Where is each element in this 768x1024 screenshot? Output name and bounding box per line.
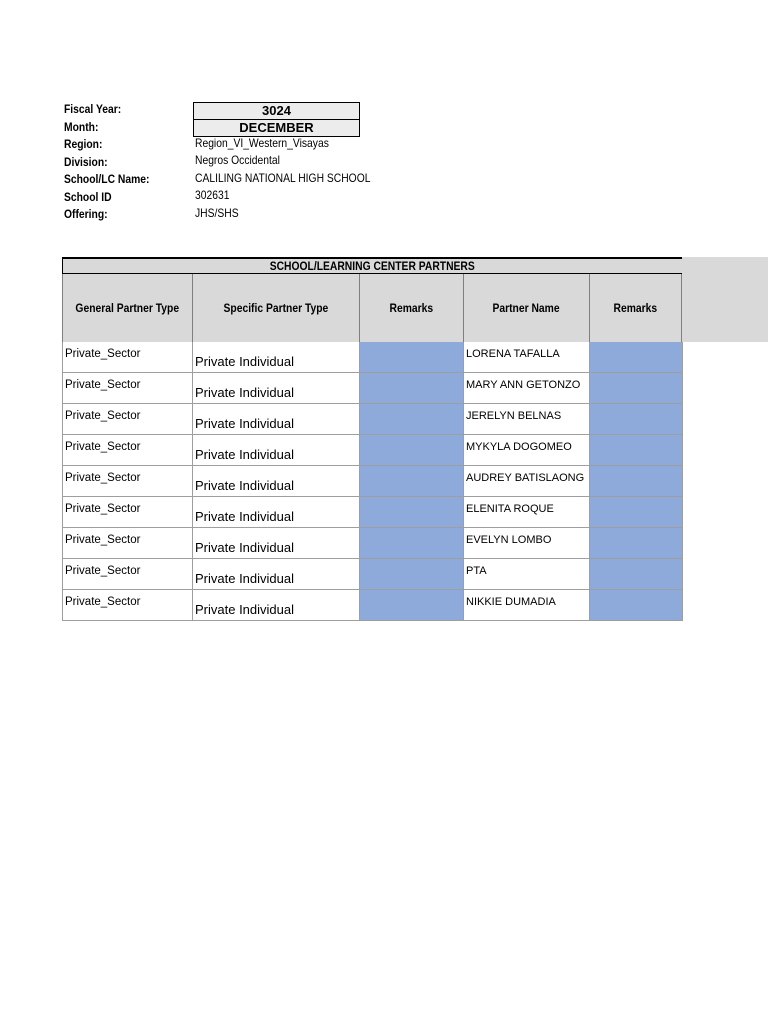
fiscal-year-text: 3024 — [262, 103, 291, 118]
remarks-cell-2[interactable] — [590, 528, 683, 559]
header-fill-extension — [682, 257, 768, 342]
remarks-cell-2[interactable] — [590, 590, 683, 621]
table-row — [62, 497, 683, 528]
column-header-text: Partner Name — [492, 301, 561, 315]
specific-partner-type-cell[interactable] — [193, 373, 360, 404]
specific-partner-type-cell[interactable] — [193, 404, 360, 435]
specific-partner-type-cell[interactable] — [193, 497, 360, 528]
general-partner-type-cell[interactable] — [62, 559, 193, 590]
partner-name-cell[interactable] — [464, 559, 590, 590]
remarks-cell[interactable] — [360, 466, 464, 497]
column-header-text: Specific Partner Type — [223, 301, 329, 315]
general-partner-type-cell-text: Private_Sector — [65, 596, 141, 608]
table-row — [62, 342, 683, 373]
specific-partner-type-cell[interactable] — [193, 559, 360, 590]
partner-name-cell[interactable] — [464, 590, 590, 621]
specific-partner-type-cell[interactable] — [193, 342, 360, 373]
partner-name-cell-text: MYKYLA DOGOMEO — [466, 441, 572, 453]
column-header-general-partner-type — [62, 274, 193, 342]
table-title-text: SCHOOL/LEARNING CENTER PARTNERS — [269, 259, 476, 273]
table-row — [62, 528, 683, 559]
fiscal-year-value — [193, 102, 360, 120]
specific-partner-type-cell-text: Private Individual — [195, 447, 294, 462]
offering-value: JHS/SHS — [195, 206, 239, 220]
column-header-text: General Partner Type — [75, 301, 180, 315]
partner-name-cell-text: MARY ANN GETONZO — [466, 379, 581, 391]
school-name-label: School/LC Name: — [64, 172, 150, 186]
partner-name-cell[interactable] — [464, 342, 590, 373]
column-header-remarks-2 — [590, 274, 682, 342]
specific-partner-type-cell-text: Private Individual — [195, 416, 294, 431]
specific-partner-type-cell[interactable] — [193, 435, 360, 466]
month-text: DECEMBER — [239, 120, 314, 135]
specific-partner-type-cell-text: Private Individual — [195, 478, 294, 493]
month-value — [193, 119, 360, 137]
table-title — [62, 257, 682, 274]
column-header-partner-name — [464, 274, 590, 342]
table-row — [62, 466, 683, 497]
partner-name-cell[interactable] — [464, 466, 590, 497]
remarks-cell[interactable] — [360, 373, 464, 404]
partner-name-cell-text: JERELYN BELNAS — [466, 410, 562, 422]
division-label: Division: — [64, 155, 108, 169]
remarks-cell-2[interactable] — [590, 404, 683, 435]
general-partner-type-cell[interactable] — [62, 497, 193, 528]
general-partner-type-cell[interactable] — [62, 590, 193, 621]
general-partner-type-cell[interactable] — [62, 342, 193, 373]
remarks-cell-2[interactable] — [590, 559, 683, 590]
partner-name-cell-text: AUDREY BATISLAONG — [466, 472, 585, 484]
month-label: Month: — [64, 120, 99, 134]
column-header-specific-partner-type — [193, 274, 360, 342]
table-row — [62, 435, 683, 466]
table-row — [62, 590, 683, 621]
partner-name-cell[interactable] — [464, 435, 590, 466]
region-value: Region_VI_Western_Visayas — [195, 136, 329, 150]
column-header-text: Remarks — [389, 301, 434, 315]
general-partner-type-cell-text: Private_Sector — [65, 503, 141, 515]
partner-name-cell[interactable] — [464, 373, 590, 404]
partner-name-cell-text: NIKKIE DUMADIA — [466, 596, 556, 608]
partner-name-cell-text: ELENITA ROQUE — [466, 503, 554, 515]
partner-name-cell[interactable] — [464, 404, 590, 435]
general-partner-type-cell-text: Private_Sector — [65, 379, 141, 391]
specific-partner-type-cell[interactable] — [193, 590, 360, 621]
remarks-cell[interactable] — [360, 590, 464, 621]
specific-partner-type-cell-text: Private Individual — [195, 571, 294, 586]
school-name-value: CALILING NATIONAL HIGH SCHOOL — [195, 171, 371, 185]
general-partner-type-cell-text: Private_Sector — [65, 565, 141, 577]
specific-partner-type-cell[interactable] — [193, 466, 360, 497]
specific-partner-type-cell[interactable] — [193, 528, 360, 559]
remarks-cell[interactable] — [360, 528, 464, 559]
general-partner-type-cell-text: Private_Sector — [65, 410, 141, 422]
general-partner-type-cell-text: Private_Sector — [65, 441, 141, 453]
general-partner-type-cell[interactable] — [62, 466, 193, 497]
general-partner-type-cell[interactable] — [62, 373, 193, 404]
remarks-cell-2[interactable] — [590, 466, 683, 497]
specific-partner-type-cell-text: Private Individual — [195, 602, 294, 617]
column-header-remarks — [360, 274, 464, 342]
general-partner-type-cell[interactable] — [62, 528, 193, 559]
remarks-cell[interactable] — [360, 342, 464, 373]
general-partner-type-cell[interactable] — [62, 404, 193, 435]
partner-name-cell-text: PTA — [466, 565, 487, 577]
partner-name-cell-text: EVELYN LOMBO — [466, 534, 552, 546]
school-id-label: School ID — [64, 190, 112, 204]
remarks-cell[interactable] — [360, 435, 464, 466]
division-value: Negros Occidental — [195, 153, 280, 167]
specific-partner-type-cell-text: Private Individual — [195, 385, 294, 400]
remarks-cell-2[interactable] — [590, 373, 683, 404]
school-id-value: 302631 — [195, 188, 230, 202]
general-partner-type-cell[interactable] — [62, 435, 193, 466]
general-partner-type-cell-text: Private_Sector — [65, 348, 141, 360]
partner-name-cell[interactable] — [464, 497, 590, 528]
table-row — [62, 404, 683, 435]
table-row — [62, 373, 683, 404]
remarks-cell-2[interactable] — [590, 435, 683, 466]
remarks-cell[interactable] — [360, 404, 464, 435]
remarks-cell-2[interactable] — [590, 342, 683, 373]
general-partner-type-cell-text: Private_Sector — [65, 472, 141, 484]
general-partner-type-cell-text: Private_Sector — [65, 534, 141, 546]
table-row — [62, 559, 683, 590]
remarks-cell[interactable] — [360, 497, 464, 528]
column-header-text: Remarks — [613, 301, 658, 315]
remarks-cell-2[interactable] — [590, 497, 683, 528]
specific-partner-type-cell-text: Private Individual — [195, 354, 294, 369]
remarks-cell[interactable] — [360, 559, 464, 590]
specific-partner-type-cell-text: Private Individual — [195, 509, 294, 524]
partner-name-cell-text: LORENA TAFALLA — [466, 348, 560, 360]
specific-partner-type-cell-text: Private Individual — [195, 540, 294, 555]
fiscal-year-label: Fiscal Year: — [64, 102, 122, 116]
partner-name-cell[interactable] — [464, 528, 590, 559]
offering-label: Offering: — [64, 207, 108, 221]
region-label: Region: — [64, 137, 103, 151]
